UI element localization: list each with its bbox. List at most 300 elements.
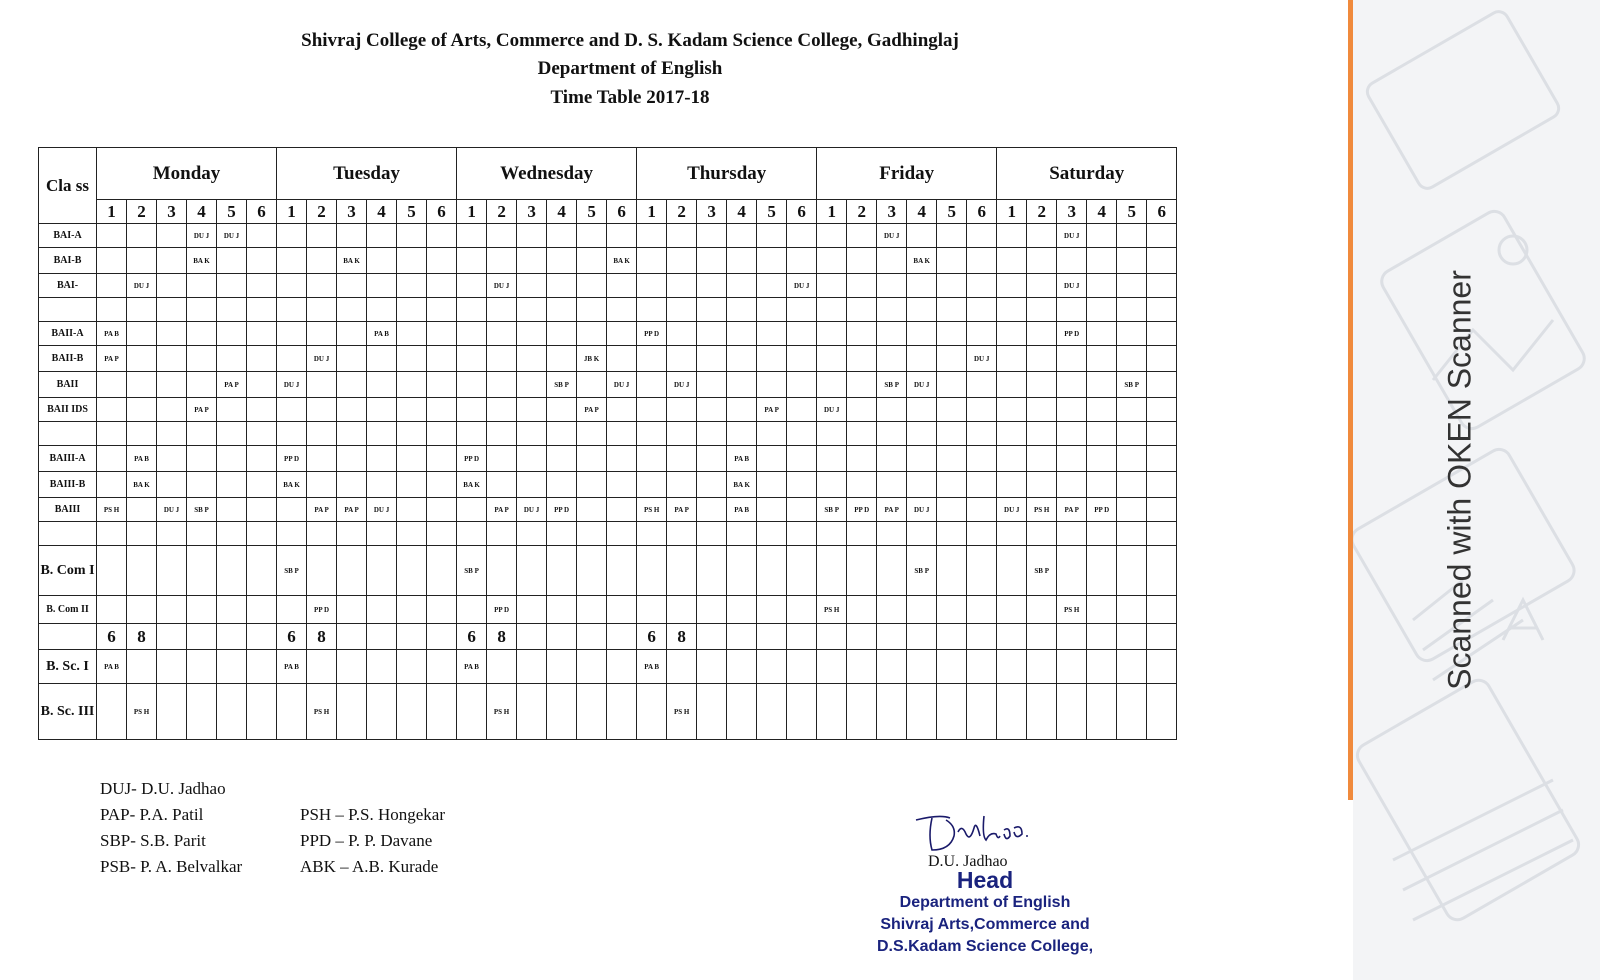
empty-cell — [397, 650, 427, 684]
empty-cell — [247, 522, 277, 546]
empty-cell — [427, 446, 457, 472]
period-header: 1 — [637, 200, 667, 224]
empty-cell — [967, 650, 997, 684]
teacher-code: PA P — [884, 505, 899, 514]
empty-cell — [967, 298, 997, 322]
empty-cell — [967, 498, 997, 522]
empty-cell — [367, 298, 397, 322]
timetable-row — [39, 650, 1177, 684]
class-label: BAIII — [39, 498, 97, 522]
empty-cell — [817, 224, 847, 248]
period-header: 2 — [127, 200, 157, 224]
empty-cell — [607, 546, 637, 596]
teacher-code: BA K — [283, 480, 300, 489]
empty-cell — [847, 346, 877, 372]
empty-cell — [217, 322, 247, 346]
empty-cell — [1147, 498, 1177, 522]
empty-cell — [187, 596, 217, 624]
stamp-line: Department of English — [899, 894, 1071, 911]
teacher-code: DU J — [193, 231, 210, 240]
teacher-code-cell — [1027, 498, 1057, 522]
empty-cell — [247, 472, 277, 498]
teacher-code-cell — [877, 372, 907, 398]
empty-cell — [547, 596, 577, 624]
empty-cell — [97, 422, 127, 446]
timetable-title: Time Table 2017-18 — [550, 87, 710, 108]
empty-cell — [457, 248, 487, 274]
empty-cell — [727, 346, 757, 372]
empty-cell — [337, 372, 367, 398]
empty-cell — [247, 346, 277, 372]
empty-cell — [517, 624, 547, 650]
empty-cell — [577, 298, 607, 322]
empty-cell — [277, 322, 307, 346]
empty-cell — [847, 372, 877, 398]
empty-cell — [697, 398, 727, 422]
teacher-code-cell — [307, 346, 337, 372]
teacher-code-cell — [817, 398, 847, 422]
empty-cell — [937, 372, 967, 398]
empty-cell — [907, 472, 937, 498]
empty-cell — [427, 274, 457, 298]
empty-cell — [397, 322, 427, 346]
empty-cell — [367, 224, 397, 248]
teacher-code-cell — [1057, 322, 1087, 346]
empty-cell — [337, 322, 367, 346]
empty-cell — [667, 546, 697, 596]
empty-cell — [637, 546, 667, 596]
empty-cell — [307, 372, 337, 398]
period-number: 6 — [97, 624, 127, 650]
timetable-row — [39, 498, 1177, 522]
empty-cell — [1117, 684, 1147, 740]
empty-cell — [127, 372, 157, 398]
empty-cell — [907, 422, 937, 446]
empty-cell — [1027, 522, 1057, 546]
empty-cell — [607, 398, 637, 422]
empty-cell — [607, 422, 637, 446]
empty-cell — [457, 346, 487, 372]
empty-cell — [307, 274, 337, 298]
empty-cell — [367, 546, 397, 596]
period-header: 4 — [727, 200, 757, 224]
teacher-code: DU J — [914, 505, 930, 514]
empty-cell — [277, 684, 307, 740]
class-label — [39, 522, 97, 546]
empty-cell — [847, 248, 877, 274]
empty-cell — [817, 298, 847, 322]
empty-cell — [907, 224, 937, 248]
empty-cell — [637, 422, 667, 446]
teacher-code: PA B — [374, 329, 389, 338]
empty-cell — [847, 546, 877, 596]
empty-cell — [157, 596, 187, 624]
teacher-code-cell — [1117, 372, 1147, 398]
empty-cell — [337, 546, 367, 596]
empty-cell — [457, 398, 487, 422]
empty-cell — [967, 446, 997, 472]
empty-cell — [397, 248, 427, 274]
teacher-code: BA K — [913, 256, 930, 265]
empty-cell — [877, 422, 907, 446]
teacher-code: PS H — [493, 707, 510, 716]
empty-cell — [967, 398, 997, 422]
period-header: 3 — [337, 200, 367, 224]
empty-cell — [307, 224, 337, 248]
empty-cell — [667, 472, 697, 498]
empty-cell — [997, 372, 1027, 398]
teacher-code: PA P — [224, 380, 239, 389]
empty-cell — [787, 446, 817, 472]
empty-cell — [187, 422, 217, 446]
empty-cell — [277, 398, 307, 422]
empty-cell — [277, 522, 307, 546]
empty-cell — [397, 684, 427, 740]
empty-cell — [217, 650, 247, 684]
empty-cell — [397, 346, 427, 372]
empty-cell — [907, 522, 937, 546]
period-header: 3 — [697, 200, 727, 224]
teacher-code-cell — [307, 596, 337, 624]
teacher-code-cell — [577, 346, 607, 372]
period-header: 5 — [757, 200, 787, 224]
teacher-code-cell — [127, 446, 157, 472]
empty-cell — [277, 298, 307, 322]
teacher-code-cell — [667, 372, 697, 398]
empty-cell — [877, 322, 907, 346]
empty-cell — [187, 346, 217, 372]
empty-cell — [607, 346, 637, 372]
empty-cell — [877, 346, 907, 372]
empty-cell — [247, 498, 277, 522]
empty-cell — [1057, 522, 1087, 546]
teacher-code-cell — [607, 372, 637, 398]
period-header: 2 — [487, 200, 517, 224]
teacher-code-cell — [1057, 224, 1087, 248]
period-header: 1 — [277, 200, 307, 224]
period-header: 1 — [457, 200, 487, 224]
empty-cell — [967, 546, 997, 596]
empty-cell — [97, 298, 127, 322]
legend-right — [300, 802, 445, 880]
empty-cell — [727, 248, 757, 274]
empty-cell — [757, 472, 787, 498]
empty-cell — [607, 298, 637, 322]
empty-cell — [517, 274, 547, 298]
timetable-row — [39, 274, 1177, 298]
class-label: BAIII-A — [39, 446, 97, 472]
empty-cell — [457, 224, 487, 248]
empty-cell — [937, 546, 967, 596]
empty-cell — [247, 596, 277, 624]
empty-cell — [1027, 650, 1057, 684]
teacher-code: PA P — [584, 405, 599, 414]
empty-cell — [1147, 346, 1177, 372]
legend-item: PPD – P. P. Davane — [300, 831, 433, 850]
day-header-thursday: Thursday — [637, 148, 817, 200]
teacher-code-cell — [907, 546, 937, 596]
class-header: Cla ss — [39, 148, 97, 224]
empty-cell — [997, 650, 1027, 684]
empty-cell — [517, 596, 547, 624]
empty-cell — [367, 446, 397, 472]
empty-cell — [607, 522, 637, 546]
empty-cell — [1087, 624, 1117, 650]
teacher-code-cell — [877, 498, 907, 522]
timetable-row — [39, 522, 1177, 546]
teacher-code-cell — [187, 248, 217, 274]
teacher-code: PP D — [854, 505, 870, 514]
empty-cell — [577, 546, 607, 596]
empty-cell — [697, 498, 727, 522]
empty-cell — [727, 546, 757, 596]
teacher-code: PA B — [644, 662, 660, 671]
empty-cell — [817, 346, 847, 372]
empty-cell — [427, 322, 457, 346]
empty-cell — [637, 522, 667, 546]
empty-cell — [157, 372, 187, 398]
empty-cell — [757, 522, 787, 546]
teacher-code: PS H — [643, 505, 660, 514]
empty-cell — [937, 472, 967, 498]
empty-cell — [337, 346, 367, 372]
empty-cell — [607, 498, 637, 522]
empty-cell — [787, 422, 817, 446]
empty-cell — [127, 596, 157, 624]
timetable-row — [39, 298, 1177, 322]
empty-cell — [1027, 346, 1057, 372]
empty-cell — [697, 684, 727, 740]
empty-cell — [487, 422, 517, 446]
empty-cell — [847, 298, 877, 322]
empty-cell — [487, 522, 517, 546]
empty-cell — [667, 224, 697, 248]
empty-cell — [1087, 650, 1117, 684]
empty-cell — [757, 498, 787, 522]
empty-cell — [787, 248, 817, 274]
empty-cell — [547, 398, 577, 422]
empty-cell — [667, 398, 697, 422]
day-header-monday: Monday — [97, 148, 277, 200]
empty-cell — [337, 446, 367, 472]
empty-cell — [1117, 274, 1147, 298]
empty-cell — [577, 274, 607, 298]
empty-cell — [97, 472, 127, 498]
empty-cell — [757, 624, 787, 650]
empty-cell — [97, 596, 127, 624]
empty-cell — [637, 596, 667, 624]
empty-cell — [487, 372, 517, 398]
teacher-code-cell — [847, 498, 877, 522]
empty-cell — [937, 596, 967, 624]
teacher-code: DU J — [673, 380, 690, 389]
empty-cell — [427, 248, 457, 274]
empty-cell — [697, 298, 727, 322]
empty-cell — [727, 684, 757, 740]
empty-cell — [277, 248, 307, 274]
empty-cell — [367, 372, 397, 398]
empty-cell — [667, 650, 697, 684]
empty-cell — [187, 684, 217, 740]
empty-cell — [547, 684, 577, 740]
empty-cell — [247, 624, 277, 650]
empty-cell — [877, 650, 907, 684]
empty-cell — [457, 684, 487, 740]
empty-cell — [1057, 472, 1087, 498]
empty-cell — [457, 498, 487, 522]
teacher-code: DU J — [974, 354, 990, 363]
period-header: 5 — [397, 200, 427, 224]
empty-cell — [157, 398, 187, 422]
legend-item: PSH – P.S. Hongekar — [300, 805, 445, 824]
empty-cell — [337, 298, 367, 322]
legend-item: PAP- P.A. Patil — [100, 805, 204, 824]
empty-cell — [997, 596, 1027, 624]
empty-cell — [787, 498, 817, 522]
teacher-code-cell — [727, 446, 757, 472]
empty-cell — [607, 684, 637, 740]
empty-cell — [817, 248, 847, 274]
empty-cell — [97, 522, 127, 546]
empty-cell — [247, 546, 277, 596]
teacher-code-cell — [217, 372, 247, 398]
teacher-code-cell — [487, 498, 517, 522]
empty-cell — [157, 274, 187, 298]
empty-cell — [187, 372, 217, 398]
teacher-code-cell — [817, 596, 847, 624]
empty-cell — [217, 546, 247, 596]
empty-cell — [577, 224, 607, 248]
class-label: BAII-A — [39, 322, 97, 346]
empty-cell — [1147, 624, 1177, 650]
empty-cell — [127, 224, 157, 248]
empty-cell — [397, 522, 427, 546]
empty-cell — [697, 446, 727, 472]
empty-cell — [517, 472, 547, 498]
teacher-code: PA P — [104, 354, 119, 363]
empty-cell — [547, 546, 577, 596]
teacher-code-cell — [817, 498, 847, 522]
empty-cell — [1117, 472, 1147, 498]
empty-cell — [157, 446, 187, 472]
empty-cell — [487, 446, 517, 472]
empty-cell — [907, 298, 937, 322]
teacher-code: PA P — [764, 405, 779, 414]
teacher-code-cell — [637, 498, 667, 522]
empty-cell — [337, 224, 367, 248]
empty-cell — [1027, 298, 1057, 322]
empty-cell — [517, 248, 547, 274]
empty-cell — [877, 522, 907, 546]
empty-cell — [1117, 346, 1147, 372]
empty-cell — [1057, 248, 1087, 274]
empty-cell — [697, 274, 727, 298]
empty-cell — [877, 398, 907, 422]
empty-cell — [997, 472, 1027, 498]
empty-cell — [577, 596, 607, 624]
empty-cell — [1147, 422, 1177, 446]
empty-cell — [127, 522, 157, 546]
empty-cell — [907, 398, 937, 422]
empty-cell — [217, 522, 247, 546]
empty-cell — [937, 298, 967, 322]
teacher-code: PA P — [344, 505, 359, 514]
teacher-code-cell — [367, 322, 397, 346]
empty-cell — [757, 650, 787, 684]
teacher-code-cell — [337, 498, 367, 522]
empty-cell — [427, 522, 457, 546]
empty-cell — [607, 472, 637, 498]
empty-cell — [1087, 322, 1117, 346]
empty-cell — [1087, 372, 1117, 398]
period-header: 2 — [1027, 200, 1057, 224]
teacher-code: PA P — [674, 505, 689, 514]
empty-cell — [1087, 346, 1117, 372]
empty-cell — [937, 498, 967, 522]
empty-cell — [607, 624, 637, 650]
empty-cell — [877, 298, 907, 322]
empty-cell — [637, 472, 667, 498]
teacher-code-cell — [907, 498, 937, 522]
empty-cell — [847, 624, 877, 650]
empty-cell — [1087, 248, 1117, 274]
empty-cell — [187, 624, 217, 650]
empty-cell — [1147, 684, 1177, 740]
empty-cell — [157, 624, 187, 650]
empty-cell — [127, 546, 157, 596]
empty-cell — [427, 650, 457, 684]
timetable-row — [39, 372, 1177, 398]
empty-cell — [877, 446, 907, 472]
empty-cell — [517, 684, 547, 740]
empty-cell — [847, 422, 877, 446]
empty-cell — [397, 596, 427, 624]
empty-cell — [397, 624, 427, 650]
empty-cell — [1057, 398, 1087, 422]
teacher-code-cell — [877, 224, 907, 248]
timetable-row — [39, 446, 1177, 472]
period-header: 6 — [1147, 200, 1177, 224]
empty-cell — [787, 650, 817, 684]
empty-cell — [127, 322, 157, 346]
empty-cell — [847, 224, 877, 248]
empty-cell — [1057, 650, 1087, 684]
empty-cell — [217, 624, 247, 650]
period-header: 2 — [667, 200, 697, 224]
empty-cell — [277, 224, 307, 248]
empty-cell — [937, 446, 967, 472]
empty-cell — [457, 522, 487, 546]
empty-cell — [667, 248, 697, 274]
empty-cell — [1147, 372, 1177, 398]
empty-cell — [967, 274, 997, 298]
empty-cell — [157, 422, 187, 446]
empty-cell — [217, 274, 247, 298]
empty-cell — [367, 422, 397, 446]
empty-cell — [697, 248, 727, 274]
period-header: 3 — [517, 200, 547, 224]
teacher-code: DU J — [283, 380, 300, 389]
empty-cell — [1117, 322, 1147, 346]
empty-cell — [487, 322, 517, 346]
empty-cell — [487, 472, 517, 498]
period-header: 6 — [427, 200, 457, 224]
empty-cell — [427, 498, 457, 522]
empty-cell — [517, 546, 547, 596]
empty-cell — [547, 322, 577, 346]
empty-cell — [967, 522, 997, 546]
teacher-code-cell — [187, 224, 217, 248]
